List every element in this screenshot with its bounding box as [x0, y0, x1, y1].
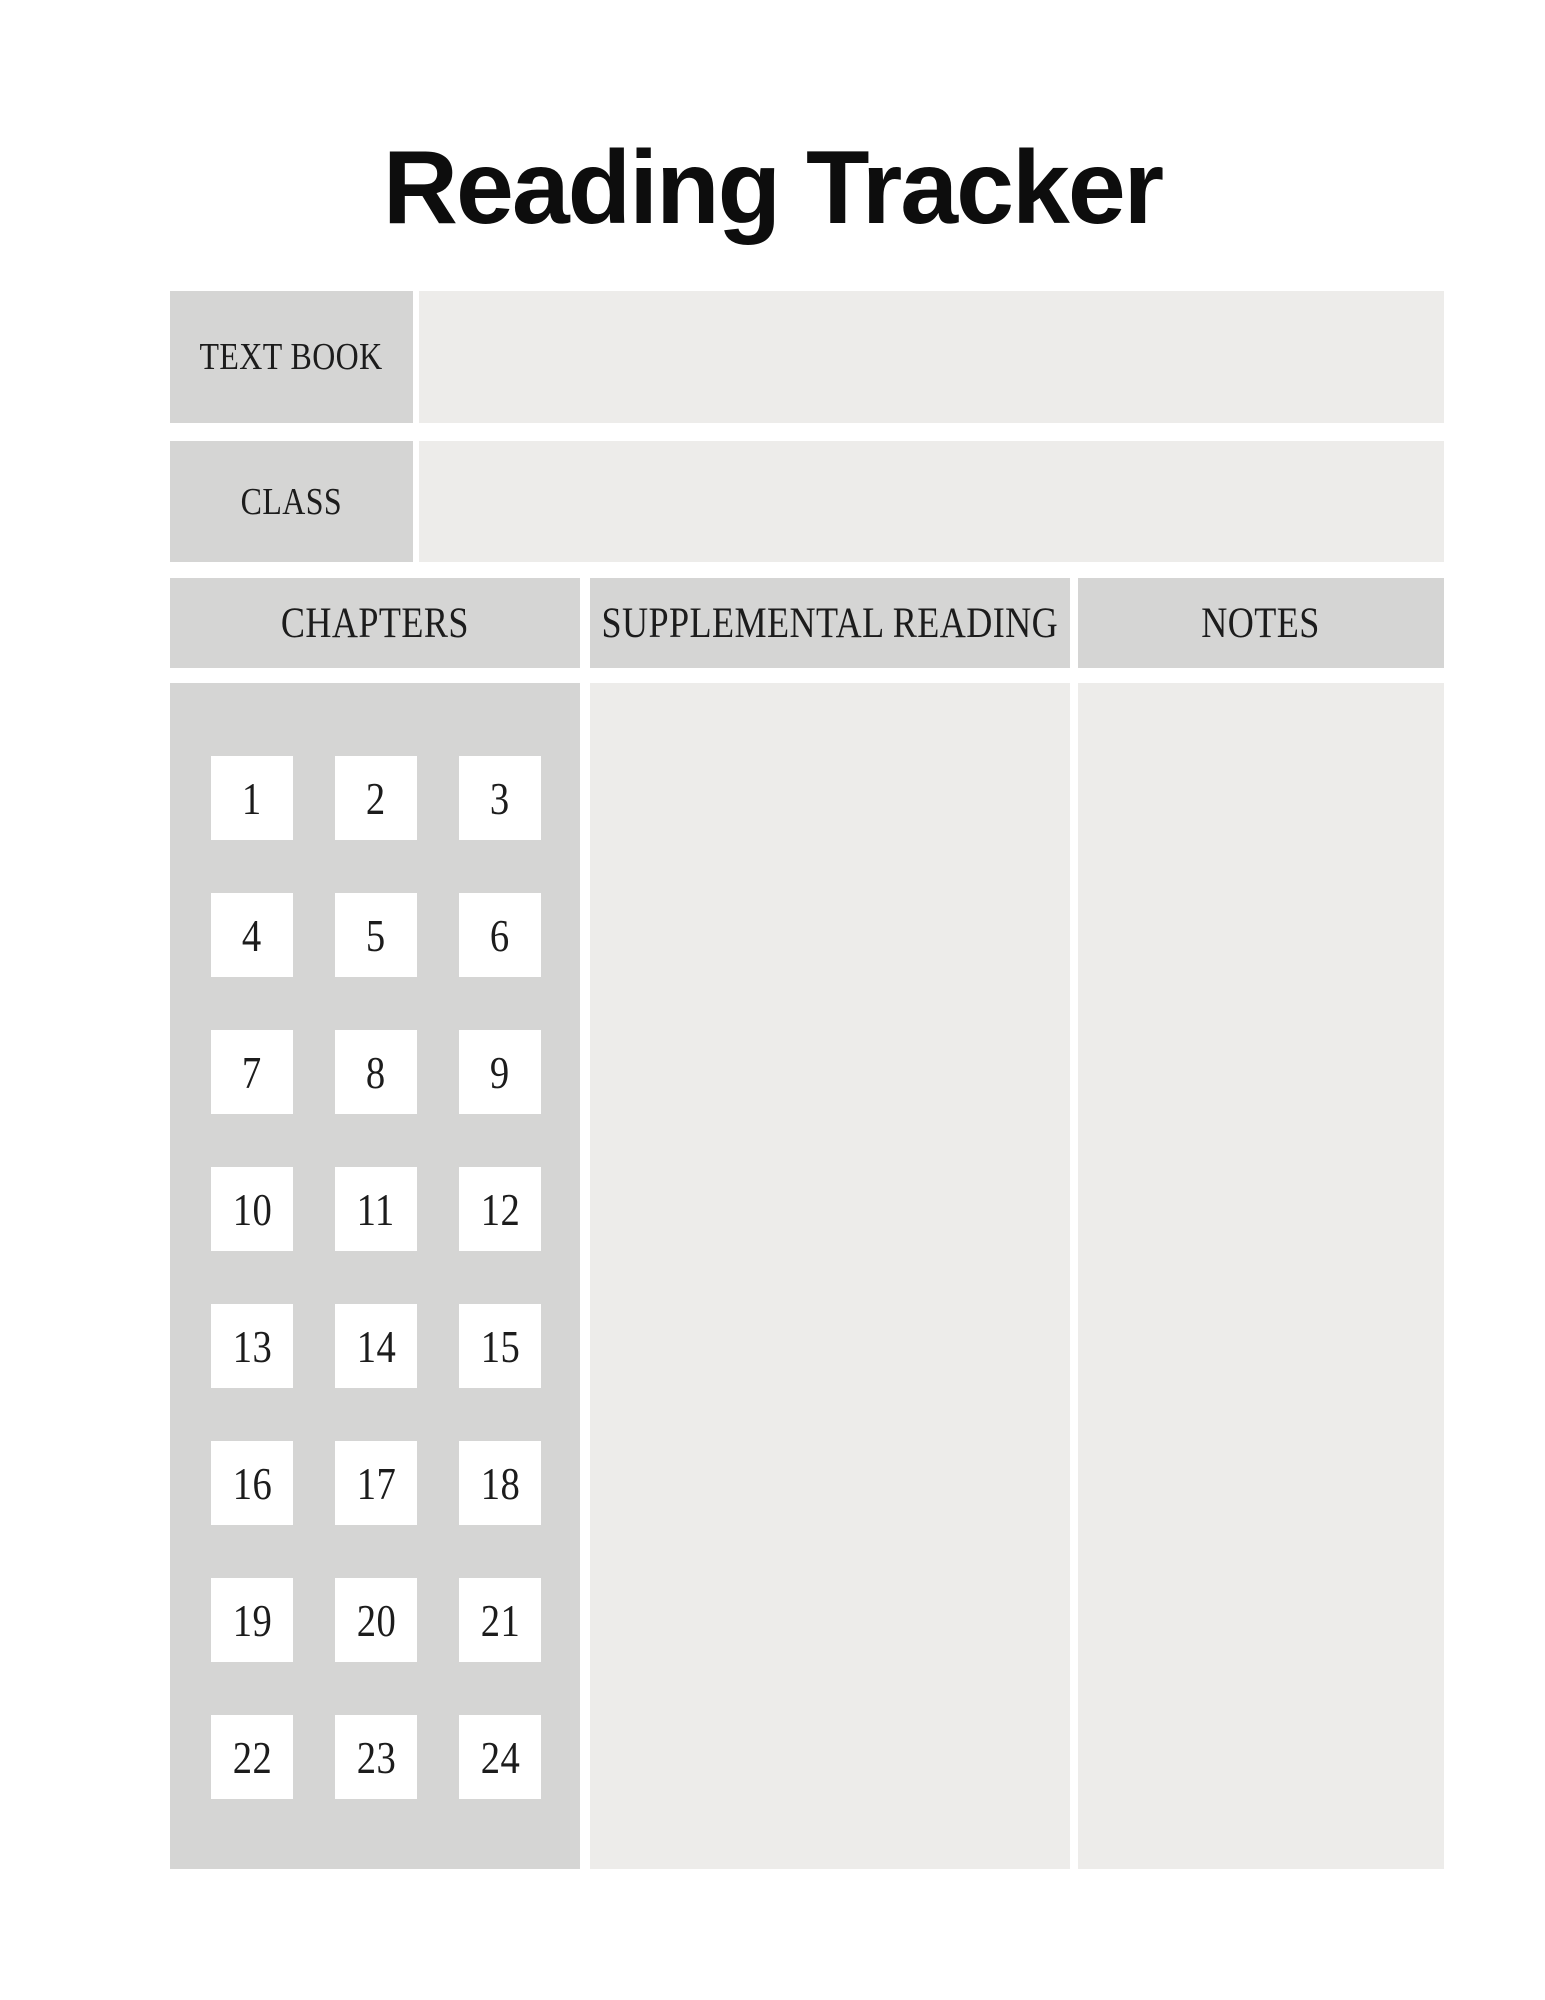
- chapter-cell-9[interactable]: [459, 1030, 541, 1114]
- chapters-header-text: CHAPTERS: [280, 599, 470, 647]
- chapter-number: 3: [490, 772, 510, 824]
- page-title: Reading Tracker: [382, 130, 1163, 246]
- supplemental-reading-header-text: SUPPLEMENTAL READING: [601, 599, 1059, 647]
- textbook-label-text: TEXT BOOK: [199, 336, 384, 378]
- class-label-text: CLASS: [240, 480, 343, 523]
- chapter-cell-8[interactable]: [335, 1030, 417, 1114]
- notes-header-text: NOTES: [1201, 599, 1321, 647]
- notes-header: [1078, 578, 1444, 668]
- chapter-cell-3[interactable]: [459, 756, 541, 840]
- supplemental-reading-area[interactable]: [590, 683, 1070, 1869]
- chapter-cell-4[interactable]: [211, 893, 293, 977]
- chapter-cell-10[interactable]: [211, 1167, 293, 1251]
- chapter-number: 17: [356, 1457, 396, 1509]
- chapter-number: 10: [232, 1183, 272, 1235]
- chapter-number: 9: [490, 1046, 510, 1098]
- chapter-number: 6: [490, 909, 510, 961]
- chapter-number: 23: [356, 1731, 396, 1783]
- chapter-number: 4: [242, 909, 262, 961]
- chapter-number: 21: [480, 1594, 520, 1646]
- chapter-cell-22[interactable]: [211, 1715, 293, 1799]
- chapter-cell-20[interactable]: [335, 1578, 417, 1662]
- chapter-cell-7[interactable]: [211, 1030, 293, 1114]
- chapter-cell-5[interactable]: [335, 893, 417, 977]
- chapter-cell-14[interactable]: [335, 1304, 417, 1388]
- notes-area[interactable]: [1078, 683, 1444, 1869]
- chapter-number: 16: [232, 1457, 272, 1509]
- textbook-input[interactable]: [419, 291, 1444, 423]
- chapter-number: 20: [356, 1594, 396, 1646]
- textbook-label: [170, 291, 413, 423]
- chapter-cell-1[interactable]: [211, 756, 293, 840]
- chapter-number: 14: [356, 1320, 396, 1372]
- chapter-cell-21[interactable]: [459, 1578, 541, 1662]
- chapter-cell-12[interactable]: [459, 1167, 541, 1251]
- chapter-number: 5: [366, 909, 386, 961]
- chapter-number: 8: [366, 1046, 386, 1098]
- chapter-number: 12: [480, 1183, 520, 1235]
- chapter-cell-19[interactable]: [211, 1578, 293, 1662]
- class-label: [170, 441, 413, 562]
- chapter-number: 15: [480, 1320, 520, 1372]
- chapters-header: [170, 578, 580, 668]
- chapter-cell-18[interactable]: [459, 1441, 541, 1525]
- chapter-number: 1: [242, 772, 262, 824]
- chapter-cell-24[interactable]: [459, 1715, 541, 1799]
- chapter-number: 18: [480, 1457, 520, 1509]
- chapter-number: 24: [480, 1731, 520, 1783]
- chapter-cell-16[interactable]: [211, 1441, 293, 1525]
- chapter-cell-15[interactable]: [459, 1304, 541, 1388]
- chapter-number: 11: [356, 1183, 396, 1235]
- chapter-number: 7: [242, 1046, 262, 1098]
- chapter-number: 13: [232, 1320, 272, 1372]
- supplemental-reading-header: [590, 578, 1070, 668]
- chapter-cell-17[interactable]: [335, 1441, 417, 1525]
- chapter-cell-23[interactable]: [335, 1715, 417, 1799]
- chapter-number: 22: [232, 1731, 272, 1783]
- chapter-number: 2: [366, 772, 386, 824]
- chapter-cell-2[interactable]: [335, 756, 417, 840]
- chapter-cell-6[interactable]: [459, 893, 541, 977]
- chapters-panel: [170, 683, 580, 1869]
- chapter-cell-13[interactable]: [211, 1304, 293, 1388]
- chapter-number: 19: [232, 1594, 272, 1646]
- class-input[interactable]: [419, 441, 1444, 562]
- chapter-cell-11[interactable]: [335, 1167, 417, 1251]
